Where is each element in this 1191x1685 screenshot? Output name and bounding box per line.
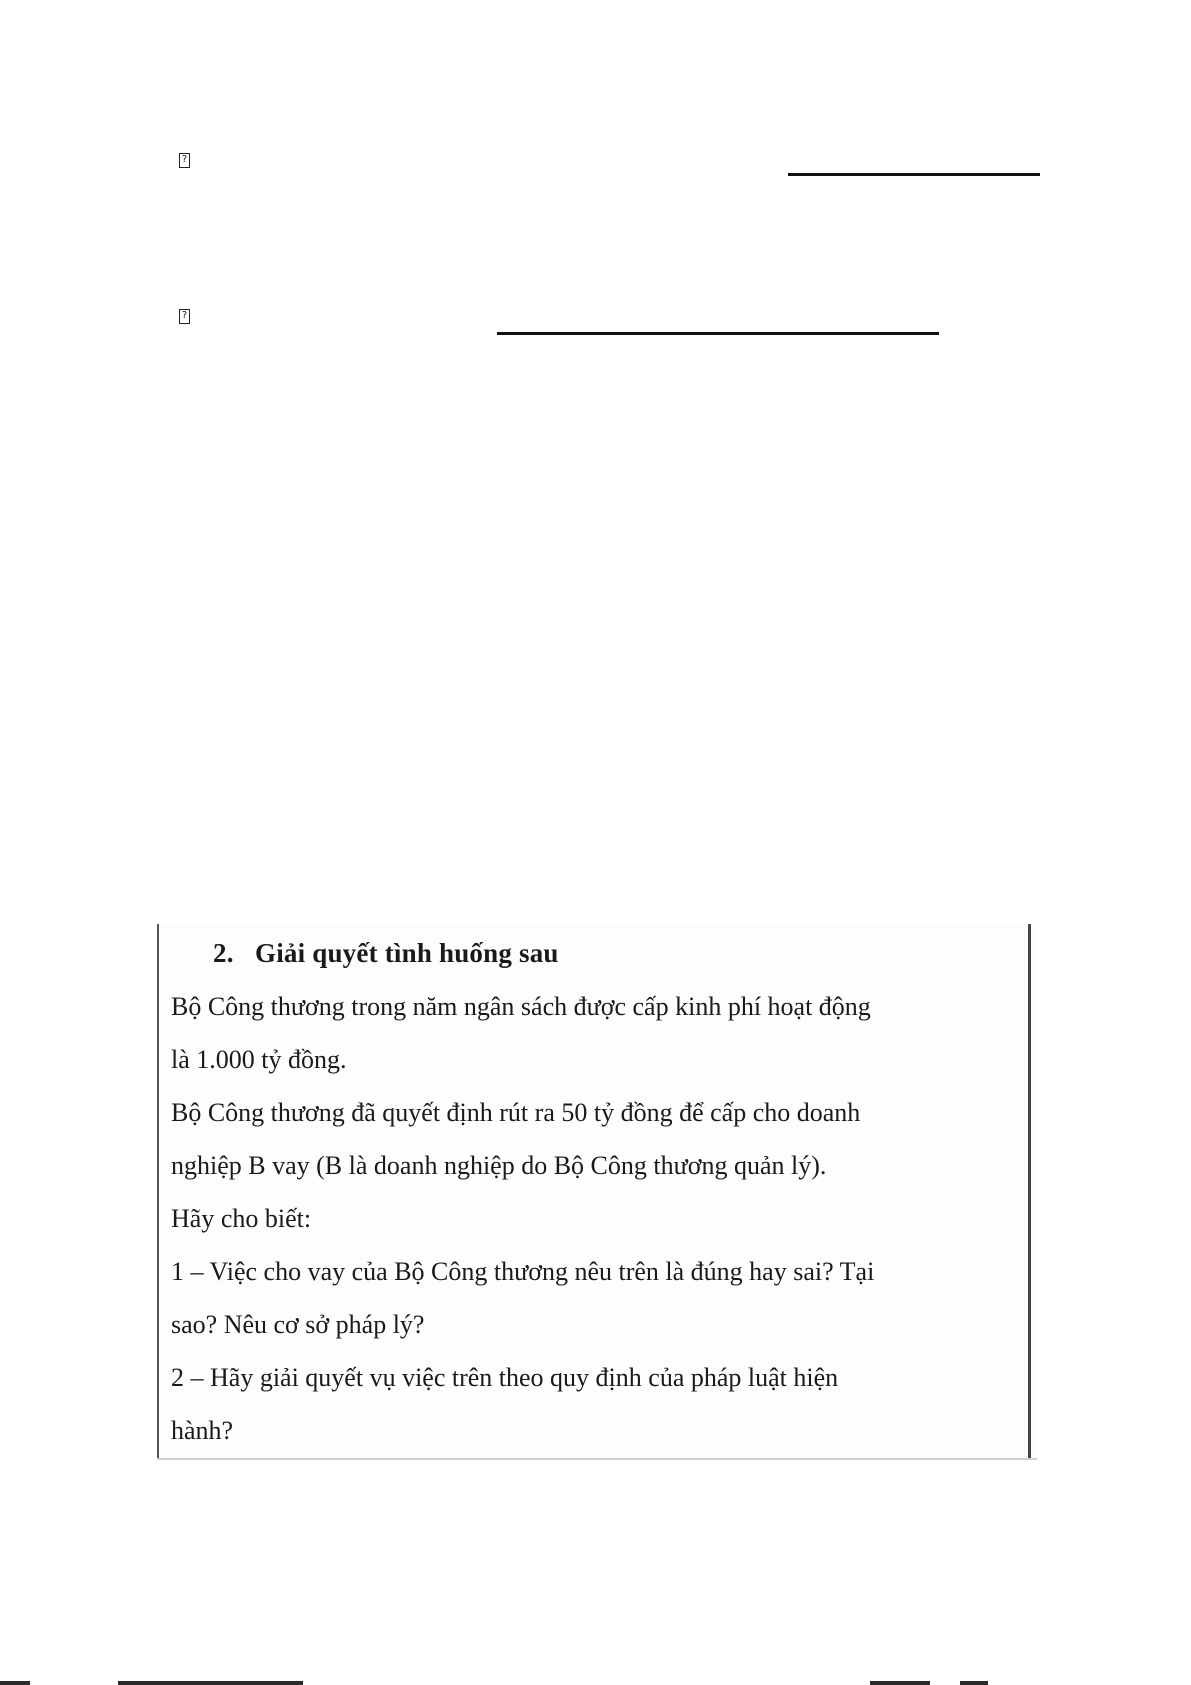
question-line: 1 – Việc cho vay của Bộ Công thương nêu trên là đúng hay sai? Tại	[171, 1257, 875, 1286]
question-line: nghiệp B vay (B là doanh nghiệp do Bộ Công thương quản lý).	[171, 1151, 827, 1180]
next-page-fragment	[0, 1679, 1191, 1685]
question-excerpt-image	[157, 924, 1037, 1460]
missing-glyph-icon: ?	[179, 309, 190, 324]
excerpt-bottom-edge	[157, 1458, 1037, 1460]
question-number: 2.	[213, 938, 234, 968]
question-title: Giải quyết tình huống sau	[255, 938, 559, 968]
missing-glyph-icon: ?	[179, 153, 190, 168]
excerpt-left-border	[157, 924, 159, 1460]
question-line: là 1.000 tỷ đồng.	[171, 1045, 347, 1074]
question-heading	[213, 938, 559, 969]
blank-underline	[497, 332, 939, 335]
question-line: 2 – Hãy giải quyết vụ việc trên theo quy định của pháp luật hiện	[171, 1363, 839, 1392]
question-line: hành?	[171, 1416, 234, 1445]
question-line: Hãy cho biết:	[171, 1204, 312, 1233]
question-line: Bộ Công thương trong năm ngân sách được cấp kinh phí hoạt động	[171, 992, 871, 1021]
blank-underline	[788, 173, 1040, 176]
question-line: Bộ Công thương đã quyết định rút ra 50 tỷ đồng để cấp cho doanh	[171, 1098, 861, 1127]
excerpt-right-border	[1028, 924, 1031, 1460]
question-line: sao? Nêu cơ sở pháp lý?	[171, 1310, 425, 1339]
